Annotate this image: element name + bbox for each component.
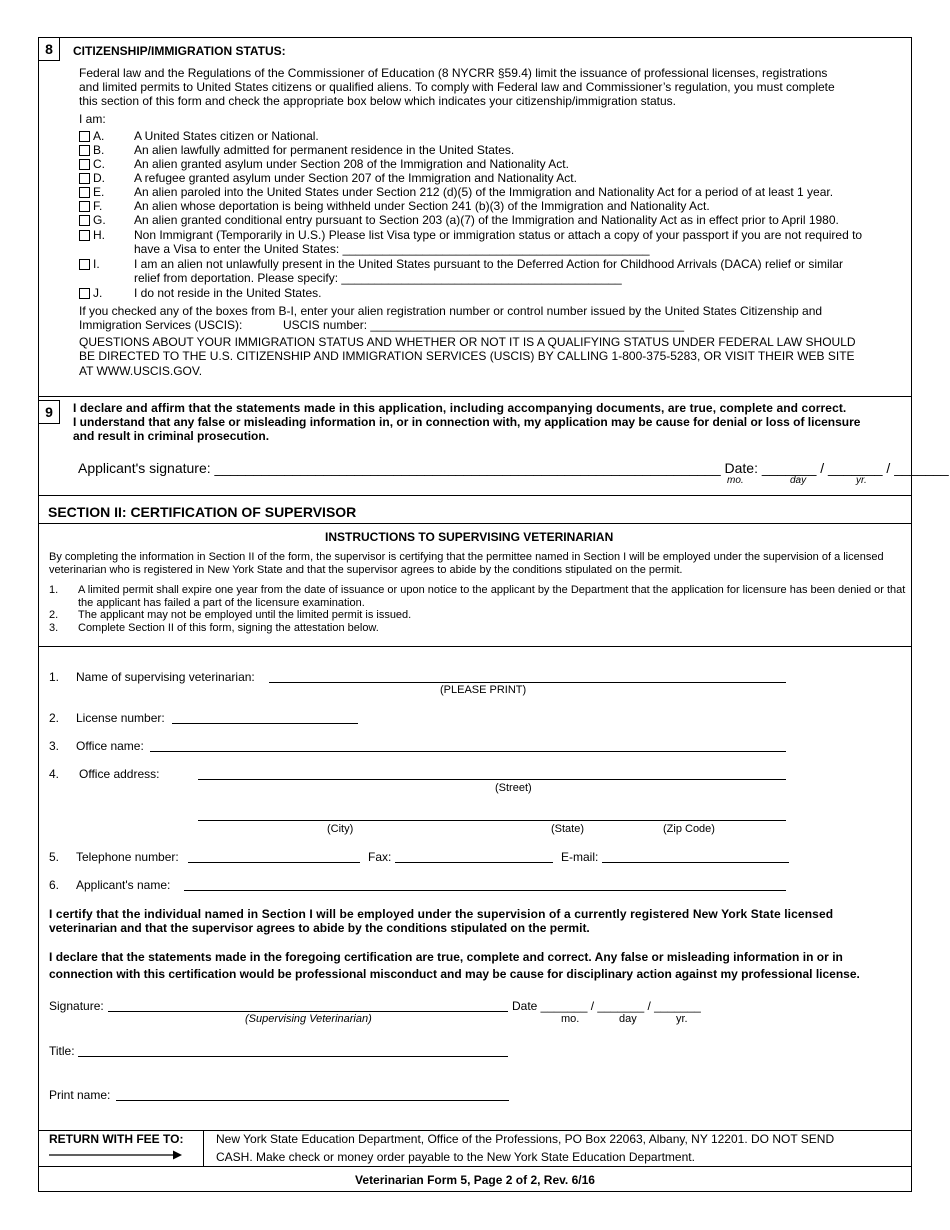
section-8-intro-line-1: Federal law and the Regulations of the Commissioner of Education (8 NYCRR §59.4) limit the issuance of professional licenses, registrations: [79, 66, 828, 80]
title-label: Title:: [49, 1044, 75, 1058]
uscis-instruction-line-2: Immigration Services (USCIS):: [79, 318, 243, 332]
supervisor-signature-field[interactable]: [108, 1011, 508, 1012]
supervisor-signature-label: Signature:: [49, 999, 104, 1013]
option-h-letter: H.: [93, 228, 105, 242]
supervisor-date-month: mo.: [561, 1013, 580, 1025]
street-caption: (Street): [495, 782, 532, 794]
instructions-title: INSTRUCTIONS TO SUPERVISING VETERINARIAN: [325, 530, 614, 544]
arrow-right-icon: [49, 1149, 183, 1161]
applicant-name-label: Applicant's name:: [76, 878, 171, 892]
uscis-instruction-line-1: If you checked any of the boxes from B-I, enter your alien registration number or control number issued by the United States Citizenship and: [79, 304, 823, 318]
city-state-zip-field[interactable]: [198, 820, 786, 821]
field-6-number: 6.: [49, 878, 60, 892]
checkbox-f[interactable]: [79, 201, 90, 212]
divider: [38, 495, 912, 496]
field-1-number: 1.: [49, 670, 60, 684]
field-5-number: 5.: [49, 850, 60, 864]
section-ii-intro-line-2: veterinarian who is registered in New York State and that the supervisor agrees to abide by the conditions stipulated on the permit.: [49, 564, 683, 576]
office-name-field[interactable]: [150, 751, 786, 752]
option-j-text: I do not reside in the United States.: [134, 286, 322, 300]
license-number-field[interactable]: [172, 723, 358, 724]
option-g-letter: G.: [93, 213, 106, 227]
option-a-letter: A.: [93, 129, 105, 143]
declare-line-2: connection with this certification would be professional misconduct and may be cause for disciplinary action against my professional license.: [49, 967, 860, 981]
return-address-line-2: CASH. Make check or money order payable to the New York State Education Department.: [216, 1150, 695, 1164]
supervisor-date-year: yr.: [676, 1013, 688, 1025]
divider: [38, 1130, 912, 1131]
print-name-field[interactable]: [116, 1100, 509, 1101]
option-b-text: An alien lawfully admitted for permanent residence in the United States.: [134, 143, 515, 157]
checkbox-c[interactable]: [79, 159, 90, 170]
declare-line-1: I declare that the statements made in the foregoing certification are true, complete and correct. Any false or misleading information in or in: [49, 950, 843, 964]
license-number-label: License number:: [76, 711, 165, 725]
option-i-specify-field[interactable]: relief from deportation. Please specify: __________________________________________: [134, 271, 622, 285]
state-caption: (State): [551, 823, 585, 835]
print-name-label: Print name:: [49, 1088, 111, 1102]
return-with-fee-label: RETURN WITH FEE TO:: [49, 1132, 184, 1146]
divider: [38, 646, 912, 647]
instruction-1-number: 1.: [49, 584, 59, 596]
supervisor-date-day: day: [619, 1013, 637, 1025]
declaration-line-2: I understand that any false or misleading information in, or in connection with, my application may be cause for denial or loss of licensure: [73, 415, 861, 429]
declaration-line-1: I declare and affirm that the statements made in this application, including accompanying documents, are true, complete and correct.: [73, 401, 847, 415]
option-g-text: An alien granted conditional entry pursuant to Section 203 (a)(7) of the Immigration and Nationality Act as in effect prior to April 1980.: [134, 213, 839, 227]
supervisor-name-label: Name of supervising veterinarian:: [76, 670, 255, 684]
option-h-visa-field[interactable]: have a Visa to enter the United States: ______________________________________________: [134, 242, 650, 256]
email-field[interactable]: [602, 862, 789, 863]
certify-line-2: veterinarian and that the supervisor agrees to abide by the conditions stipulated on the permit.: [49, 921, 590, 935]
street-field[interactable]: [198, 779, 786, 780]
certify-line-1: I certify that the individual named in Section I will be employed under the supervision of a currently registered New York State licensed: [49, 907, 834, 921]
fax-field[interactable]: [395, 862, 553, 863]
option-c-text: An alien granted asylum under Section 208 of the Immigration and Nationality Act.: [134, 157, 569, 171]
divider: [38, 523, 912, 524]
supervising-veterinarian-caption: (Supervising Veterinarian): [245, 1013, 372, 1025]
questions-line-2: BE DIRECTED TO THE U.S. CITIZENSHIP AND IMMIGRATION SERVICES (USCIS) BY CALLING 1-800-375-5283, OR VISIT THEIR WEB SITE: [79, 349, 855, 363]
option-f-letter: F.: [93, 199, 103, 213]
section-ii-intro-line-1: By completing the information in Section II of the form, the supervisor is certifying that the permittee named in Section I will be employed under the supervision of a licensed: [49, 551, 884, 563]
divider: [38, 1166, 912, 1167]
declaration-line-3: and result in criminal prosecution.: [73, 429, 270, 443]
applicant-name-field[interactable]: [184, 890, 786, 891]
instruction-2-number: 2.: [49, 609, 59, 621]
option-d-letter: D.: [93, 171, 105, 185]
instruction-3-number: 3.: [49, 622, 59, 634]
checkbox-g[interactable]: [79, 215, 90, 226]
field-4-number: 4.: [49, 767, 60, 781]
office-name-label: Office name:: [76, 739, 144, 753]
option-i-letter: I.: [93, 257, 100, 271]
divider: [203, 1130, 204, 1166]
checkbox-d[interactable]: [79, 173, 90, 184]
option-e-letter: E.: [93, 185, 105, 199]
uscis-number-field[interactable]: USCIS number: _______________________________________________: [283, 318, 685, 332]
section-8-intro-line-2: and limited permits to United States citizens or qualified aliens. To comply with Federal law and Commissioner’s regulation, you must complete: [79, 80, 835, 94]
option-a-text: A United States citizen or National.: [134, 129, 319, 143]
telephone-field[interactable]: [188, 862, 360, 863]
return-address-line-1: New York State Education Department, Office of the Professions, PO Box 22063, Albany, NY 12201. DO NOT SEND: [216, 1132, 835, 1146]
checkbox-a[interactable]: [79, 131, 90, 142]
office-address-label: Office address:: [79, 767, 160, 781]
option-j-letter: J.: [93, 286, 103, 300]
form-identifier: Veterinarian Form 5, Page 2 of 2, Rev. 6/16: [355, 1173, 595, 1187]
checkbox-b[interactable]: [79, 145, 90, 156]
city-caption: (City): [327, 823, 354, 835]
fax-label: Fax:: [368, 850, 392, 864]
section-8-number: 8: [38, 37, 60, 61]
checkbox-h[interactable]: [79, 230, 90, 241]
checkbox-j[interactable]: [79, 288, 90, 299]
supervisor-name-field[interactable]: [269, 682, 786, 683]
option-i-text: I am an alien not unlawfully present in the United States pursuant to the Deferred Action for Childhood Arrivals (DACA) relief or similar: [134, 257, 844, 271]
applicant-signature-field[interactable]: Applicant's signature: _________________________________________________________________ Date: _______ / _______ / _______: [78, 460, 949, 476]
supervisor-date-field[interactable]: Date _______ / _______ / _______: [512, 999, 701, 1013]
email-label: E-mail:: [561, 850, 599, 864]
instruction-1-text-cont: the applicant has failed a part of the licensure examination.: [78, 597, 365, 609]
zip-caption: (Zip Code): [663, 823, 715, 835]
option-e-text: An alien paroled into the United States under Section 212 (d)(5) of the Immigration and Nationality Act for a period of at least 1 year.: [134, 185, 834, 199]
title-field[interactable]: [78, 1056, 508, 1057]
instruction-2-text: The applicant may not be employed until the limited permit is issued.: [78, 609, 412, 621]
field-2-number: 2.: [49, 711, 60, 725]
option-b-letter: B.: [93, 143, 105, 157]
option-f-text: An alien whose deportation is being withheld under Section 241 (b)(3) of the Immigration and Nationality Act.: [134, 199, 710, 213]
i-am-label: I am:: [79, 112, 106, 126]
instruction-3-text: Complete Section II of this form, signing the attestation below.: [78, 622, 379, 634]
divider: [38, 396, 912, 397]
questions-line-3: AT WWW.USCIS.GOV.: [79, 364, 203, 378]
section-8-title: CITIZENSHIP/IMMIGRATION STATUS:: [73, 44, 286, 58]
field-3-number: 3.: [49, 739, 60, 753]
section-ii-title: SECTION II: CERTIFICATION OF SUPERVISOR: [48, 504, 357, 520]
option-h-text: Non Immigrant (Temporarily in U.S.) Please list Visa type or immigration status or attach a copy of your passport if you are not required to: [134, 228, 863, 242]
section-8-intro-line-3: this section of this form and check the appropriate box below which indicates your citizenship/immigration status.: [79, 94, 676, 108]
date-month-label: mo.: [727, 475, 744, 486]
date-year-label: yr.: [856, 475, 867, 486]
date-day-label: day: [790, 475, 807, 486]
please-print-note: (PLEASE PRINT): [440, 684, 527, 696]
section-9-number: 9: [38, 400, 60, 424]
option-c-letter: C.: [93, 157, 105, 171]
checkbox-e[interactable]: [79, 187, 90, 198]
instruction-1-text: A limited permit shall expire one year from the date of issuance or upon notice to the applicant by the Department that the application for licensure has been denied or that: [78, 584, 906, 596]
telephone-label: Telephone number:: [76, 850, 179, 864]
option-d-text: A refugee granted asylum under Section 207 of the Immigration and Nationality Act.: [134, 171, 577, 185]
checkbox-i[interactable]: [79, 259, 90, 270]
questions-line-1: QUESTIONS ABOUT YOUR IMMIGRATION STATUS AND WHETHER OR NOT IT IS A QUALIFYING STATUS UNDER FEDERAL LAW SHOULD: [79, 335, 856, 349]
